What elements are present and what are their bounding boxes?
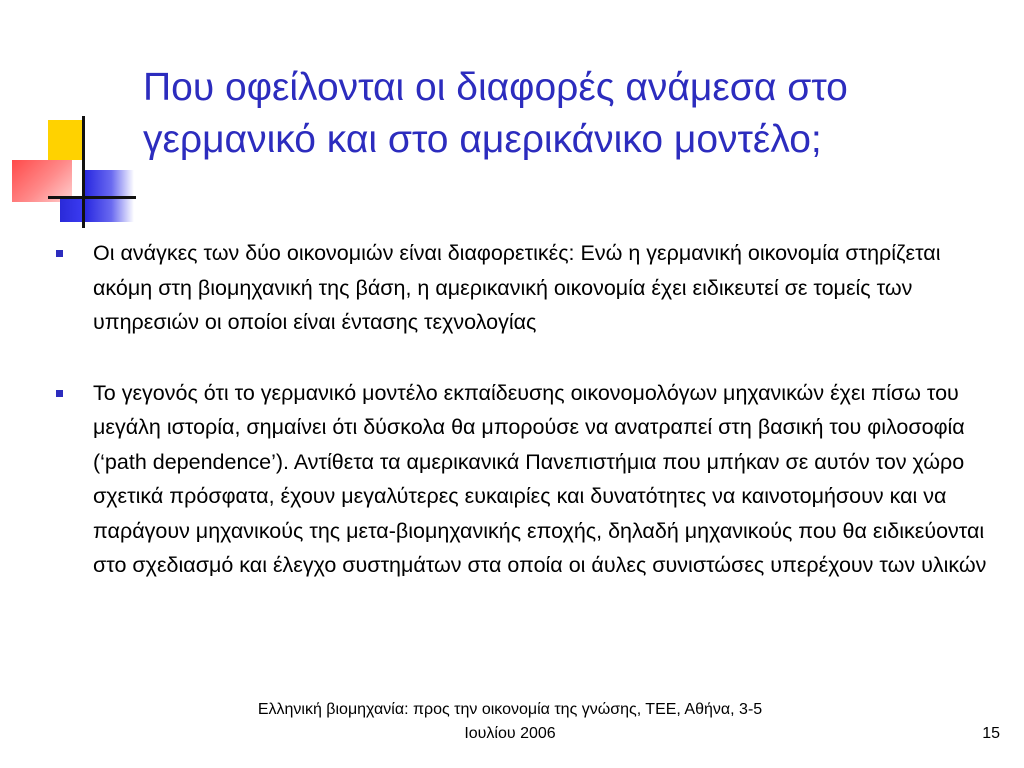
decorative-corner-logo [0,0,140,240]
vertical-line-decoration [82,116,85,228]
page-number: 15 [982,725,1000,742]
square-bullet-icon [56,250,63,257]
yellow-square-decoration [48,120,84,160]
bullet-item [56,236,996,340]
bullet-item [56,376,996,583]
bullet-list [56,236,996,619]
slide-footer [180,698,840,746]
slide-title: Που οφείλονται οι διαφορές ανάμεσα στο γερμανικό και στο αμερικάνικο μοντέλο; [143,66,848,161]
blue-square-decoration-left [60,196,82,222]
horizontal-line-decoration [48,196,136,199]
bullet-text: Οι ανάγκες των δύο οικονομιών είναι διαφορετικές: Ενώ η γερμανική οικονομία στηρίζεται ακόμη στη βιομηχανική της βάση, η αμερικανική οικονομία έχει ειδικευτεί σε τομείς των υπηρεσιών οι οποίοι είναι έντασης τεχνολογίας [93,241,941,334]
square-bullet-icon [56,390,63,397]
footer-line-1: Ελληνική βιομηχανία: προς την οικονομία της γνώσης, ΤΕΕ, Αθήνα, 3-5 [257,701,763,718]
bullet-text: Το γεγονός ότι το γερμανικό μοντέλο εκπαίδευσης οικονομολόγων μηχανικών έχει πίσω του μεγάλη ιστορία, σημαίνει ότι δύσκολα θα μπορούσε να ανατραπεί στη βασική του φιλοσοφία (‘path dependence’). Αντίθετα τα αμερικανικά Πανεπιστήμια που μπήκαν σε αυτόν τον χώρο σχετικά πρόσφατα, έχουν μεγαλύτερες ευκαιρίες και δυνατότητες να καινοτομήσουν και να παράγουν μηχανικούς της μετα-βιομηχανικής εποχής, δηλαδή μηχανικούς που θα ειδικεύονται στο σχεδιασμό και έλεγχο συστημάτων στα οποία οι άυλες συνιστώσες υπερέχουν των υλικών [93,380,987,577]
footer-line-2: Ιουλίου 2006 [464,725,556,742]
